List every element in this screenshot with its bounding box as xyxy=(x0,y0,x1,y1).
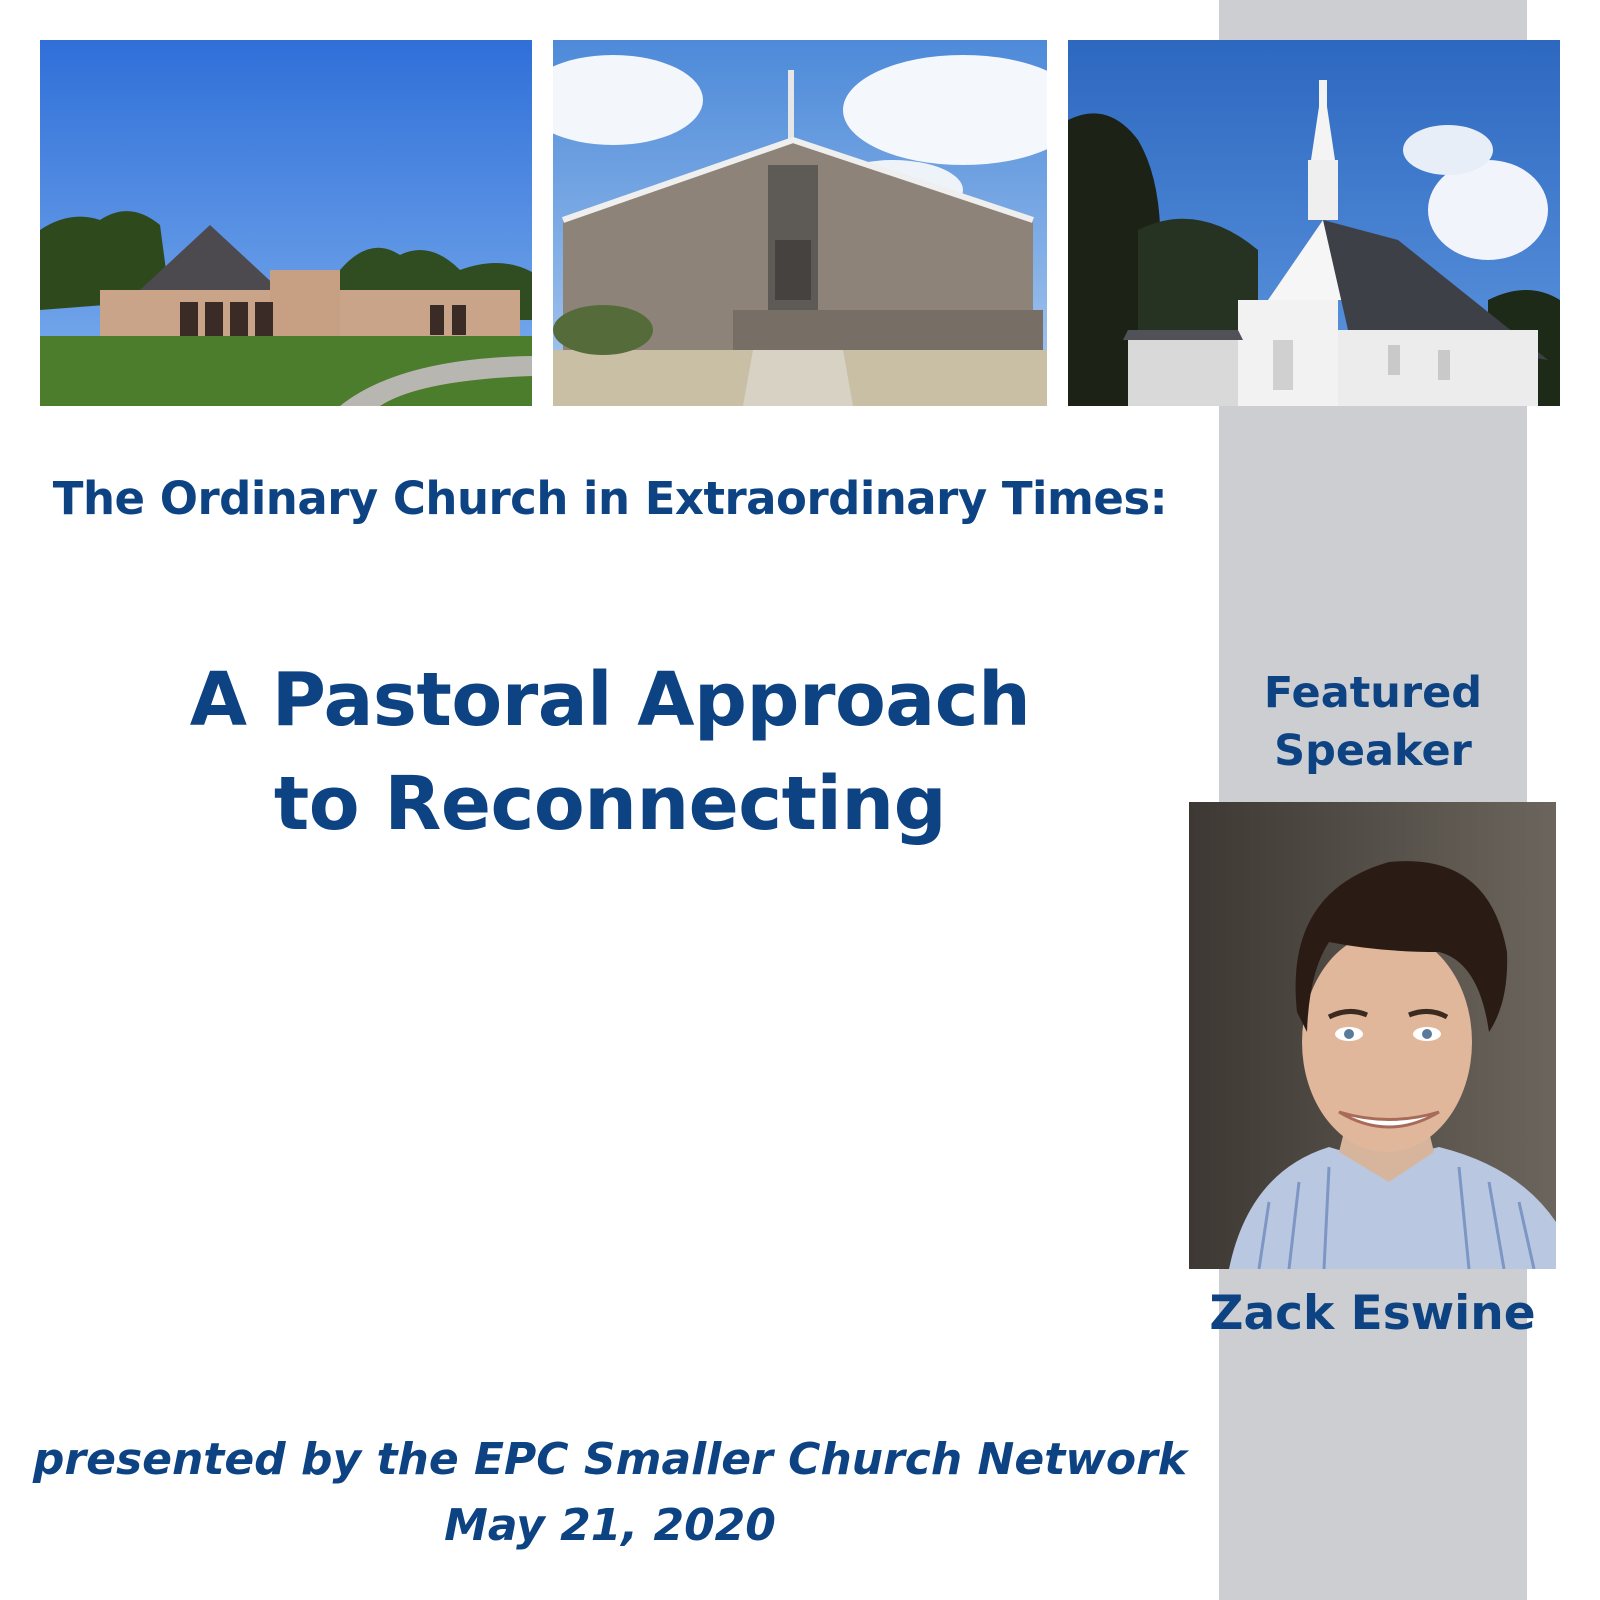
series-title: The Ordinary Church in Extraordinary Times: xyxy=(52,472,1168,525)
event-title-line-2: to Reconnecting xyxy=(273,761,947,847)
event-title-line-1: A Pastoral Approach xyxy=(189,657,1031,743)
event-date: May 21, 2020 xyxy=(444,1500,776,1551)
speaker-headshot xyxy=(1189,802,1556,1269)
presenter-block xyxy=(20,1427,1200,1559)
featured-speaker-label xyxy=(1219,664,1527,780)
church-photo-steeple-brick xyxy=(553,40,1047,406)
event-title xyxy=(40,648,1180,856)
speaker-name: Zack Eswine xyxy=(1209,1286,1536,1341)
featured-label-line-1: Featured xyxy=(1263,668,1483,718)
featured-label-line-2: Speaker xyxy=(1274,726,1472,776)
presenter-line: presented by the EPC Smaller Church Network xyxy=(32,1434,1188,1485)
church-photo-white-steeple xyxy=(1068,40,1560,406)
church-photo-modern xyxy=(40,40,532,406)
